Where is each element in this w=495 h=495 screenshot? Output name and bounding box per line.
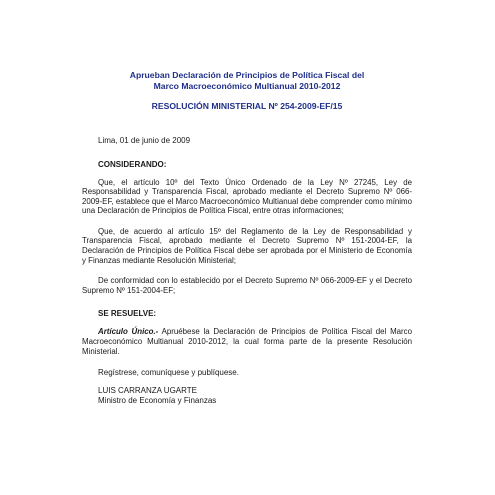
paragraph-3: De conformidad con lo establecido por el Decreto Supremo Nº 066-2009-EF y el Decreto Supremo Nº 151-2004-EF; — [82, 276, 412, 295]
document-body — [82, 70, 412, 406]
paragraph-1: Que, el artículo 10º del Texto Único Ordenado de la Ley Nº 27245, Ley de Responsabilidad y Transparencia Fiscal, aprobado mediante el Decreto Supremo Nº 066-2009-EF, establece que el Marco Macroeconómico Multianual debe comprender como mínimo una Declaración de Principios de Política Fiscal, entre otras informaciones; — [82, 177, 412, 216]
se-resuelve-heading: SE RESUELVE: — [98, 309, 157, 319]
article-paragraph — [82, 327, 412, 356]
closing-line: Regístrese, comuníquese y publíquese. — [98, 368, 239, 378]
paragraph-2: Que, de acuerdo al artículo 15º del Reglamento de la Ley de Responsabilidad y Transparencia Fiscal, aprobado mediante el Decreto Supremo Nº 151-2004-EF, la Declaración de Principios de Política Fiscal debe ser aprobada por el Ministerio de Economía y Finanzas mediante Resolución Ministerial; — [82, 226, 412, 265]
title-line-1: Aprueban Declaración de Principios de Política Fiscal del — [129, 70, 365, 80]
resolution-number: RESOLUCIÓN MINISTERIAL Nº 254-2009-EF/15 — [151, 101, 343, 111]
considerando-heading: CONSIDERANDO: — [98, 159, 167, 169]
document-date: Lima, 01 de junio de 2009 — [98, 135, 191, 145]
document-title — [82, 70, 412, 91]
article-text: Apruébese la Declaración de Principios de Política Fiscal del Marco Macroeconómico Multianual 2010-2012, la cual forma parte de la presente Resolución Ministerial. — [82, 327, 412, 356]
signer-title: Ministro de Economía y Finanzas — [98, 396, 217, 406]
signature-block — [98, 386, 412, 406]
signer-name: LUIS CARRANZA UGARTE — [98, 386, 197, 396]
article-label: Artículo Único.- — [98, 327, 159, 337]
title-line-2: Marco Macroeconómico Multianual 2010-2012 — [153, 80, 341, 91]
